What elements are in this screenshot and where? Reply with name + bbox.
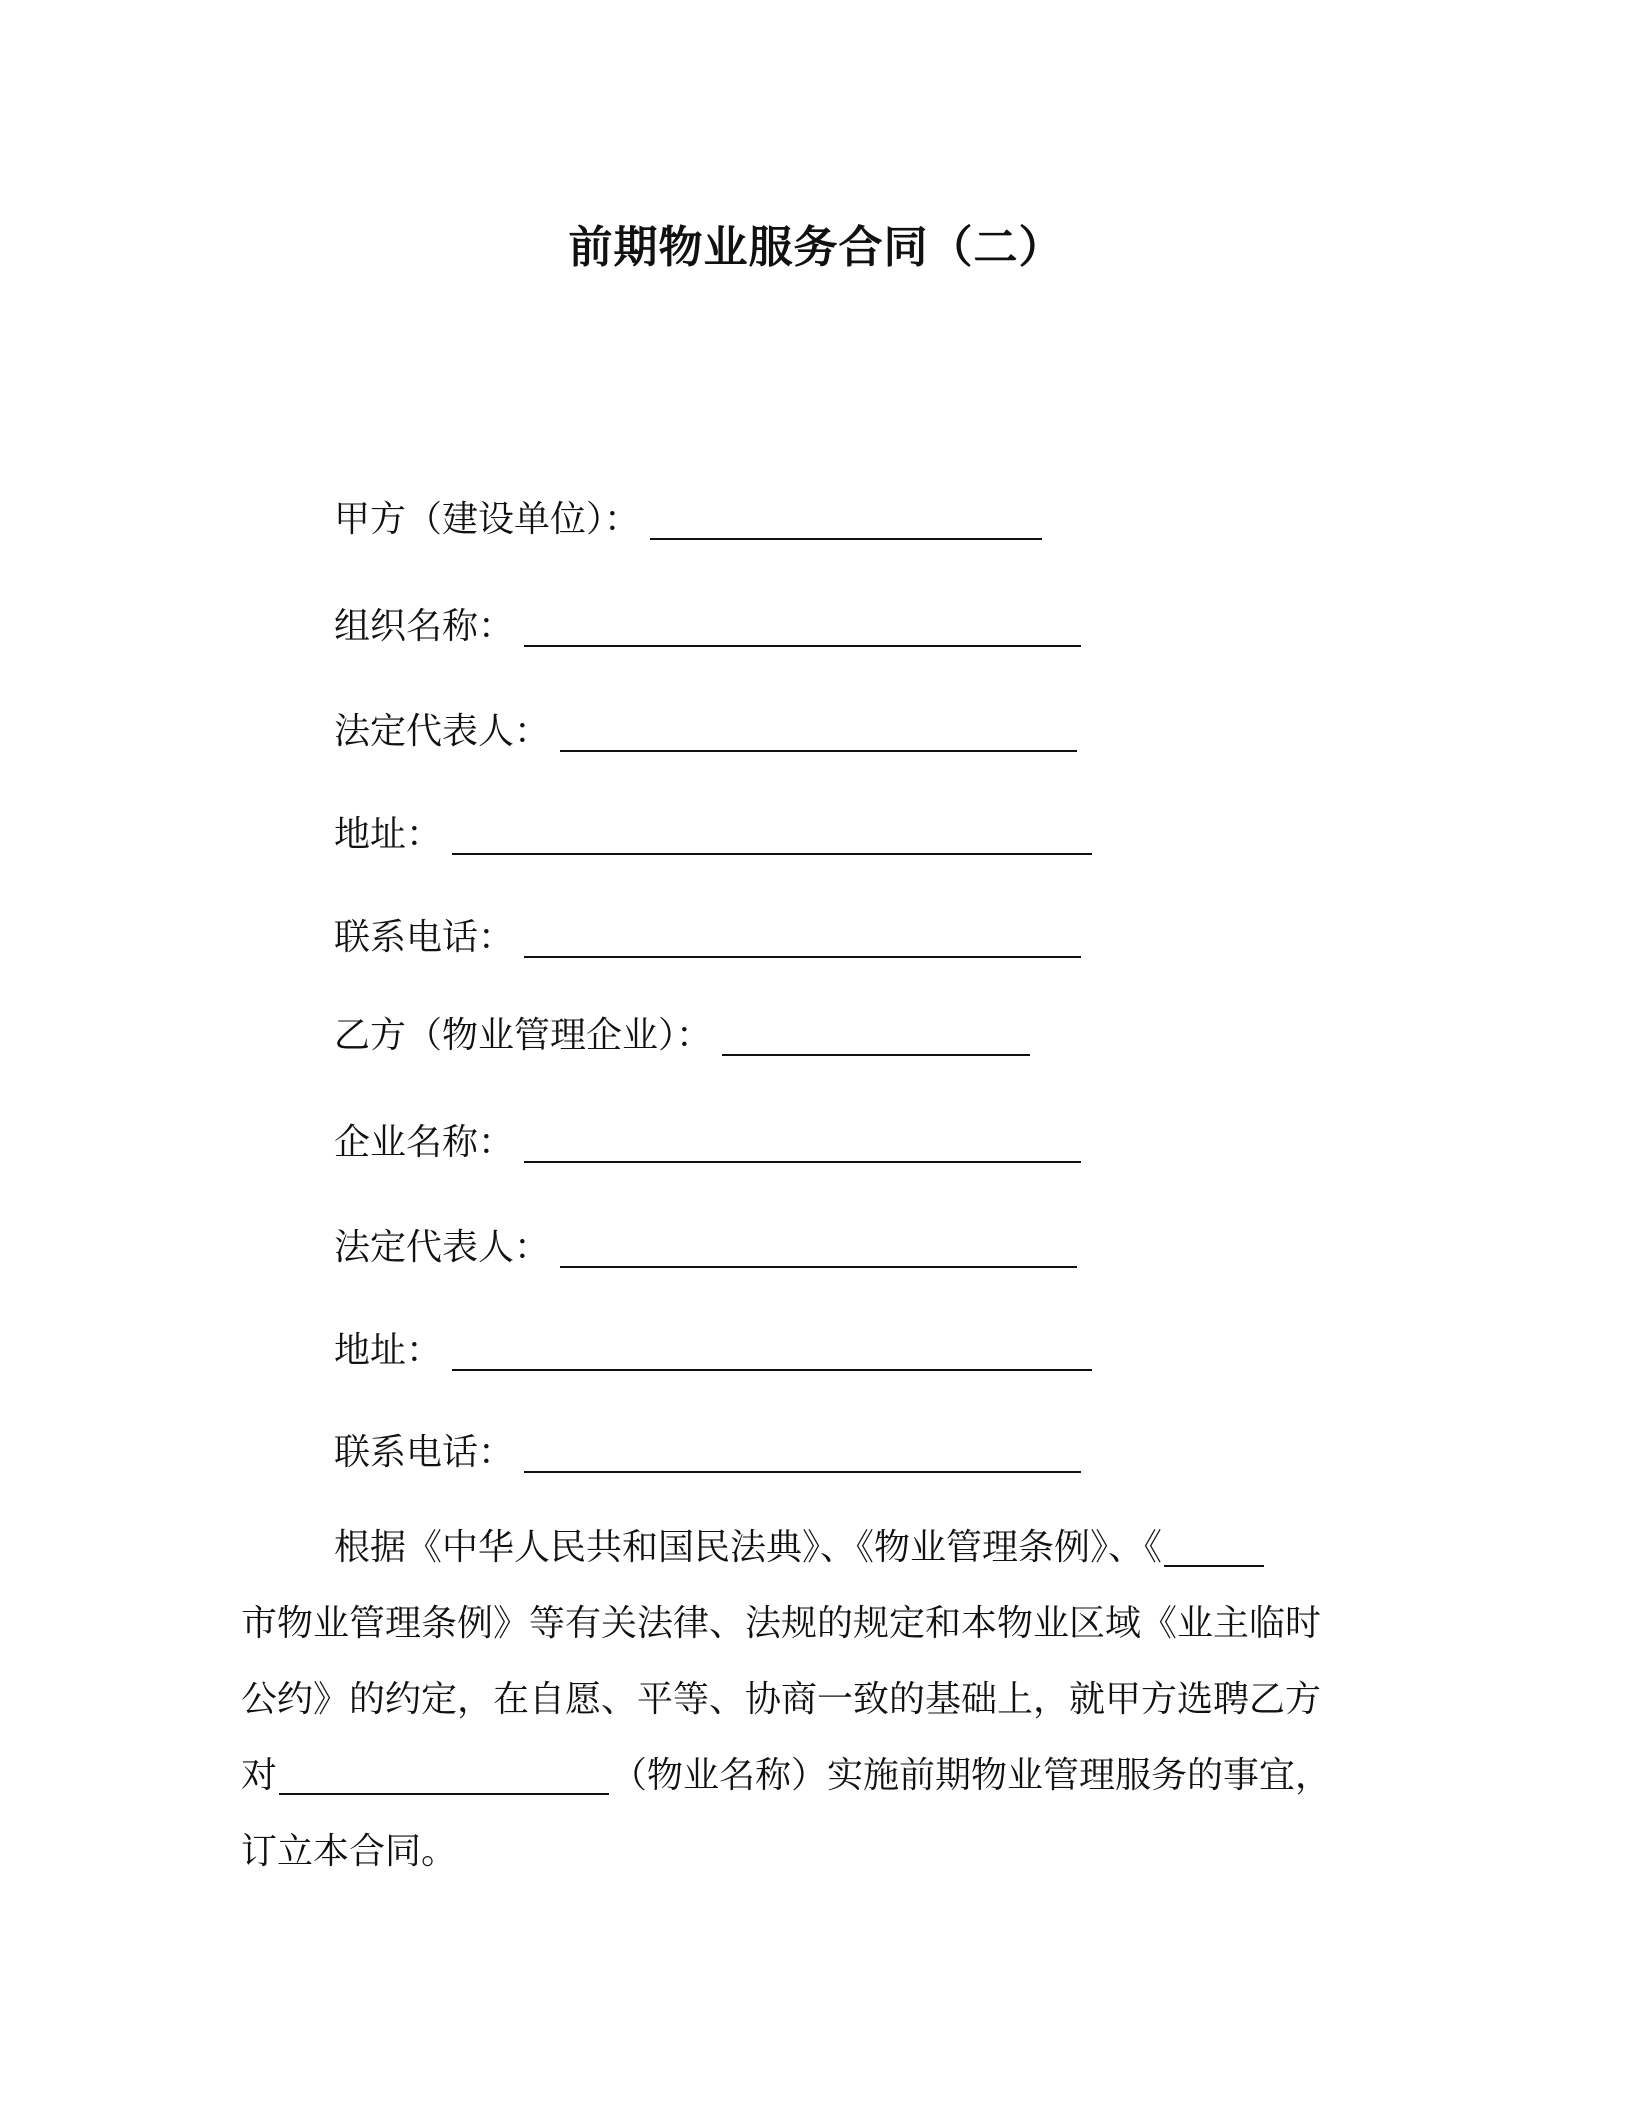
party-a-org-name-label: 组织名称： xyxy=(334,606,515,647)
party-a-address-label: 地址： xyxy=(334,814,443,855)
preamble-line-4-before: 对 xyxy=(241,1755,278,1796)
party-b-company-name-label: 企业名称： xyxy=(334,1122,515,1163)
preamble-line-4 xyxy=(241,1738,1376,1814)
preamble-line-3 xyxy=(241,1662,1376,1738)
party-b-phone-row xyxy=(334,1428,1081,1478)
party-a-blank[interactable] xyxy=(650,506,1042,540)
party-b-address-row xyxy=(334,1326,1092,1376)
preamble-line-5-text: 订立本合同。 xyxy=(241,1831,458,1872)
party-a-address-blank[interactable] xyxy=(452,821,1092,855)
preamble-paragraph xyxy=(241,1510,1376,1890)
party-a-org-name-row xyxy=(334,602,1081,652)
property-name-blank[interactable] xyxy=(279,1763,609,1795)
party-b-phone-label: 联系电话： xyxy=(334,1432,515,1473)
preamble-line-3-text: 公约》的约定，在自愿、平等、协商一致的基础上，就甲方选聘乙方 xyxy=(241,1679,1322,1720)
party-a-phone-row xyxy=(334,913,1081,963)
party-b-legal-rep-blank[interactable] xyxy=(560,1234,1077,1268)
party-b-phone-blank[interactable] xyxy=(524,1439,1081,1473)
party-a-phone-label: 联系电话： xyxy=(334,917,515,958)
preamble-line-4-after: （物业名称）实施前期物业管理服务的事宜， xyxy=(611,1755,1332,1796)
party-a-legal-rep-label: 法定代表人： xyxy=(334,711,551,752)
preamble-line-2 xyxy=(241,1586,1376,1662)
party-a-phone-blank[interactable] xyxy=(524,924,1081,958)
party-a-address-row xyxy=(334,810,1092,860)
preamble-line-2-text: 市物业管理条例》等有关法律、法规的规定和本物业区域《业主临时 xyxy=(241,1603,1322,1644)
party-a-heading-row xyxy=(334,495,1042,545)
party-b-legal-rep-row xyxy=(334,1223,1077,1273)
preamble-line-1 xyxy=(241,1510,1376,1586)
party-b-address-label: 地址： xyxy=(334,1330,443,1371)
party-a-org-name-blank[interactable] xyxy=(524,613,1081,647)
party-b-company-name-blank[interactable] xyxy=(524,1129,1081,1163)
party-b-heading-row xyxy=(334,1011,1030,1061)
party-b-address-blank[interactable] xyxy=(452,1337,1092,1371)
party-a-legal-rep-row xyxy=(334,707,1077,757)
party-b-legal-rep-label: 法定代表人： xyxy=(334,1227,551,1268)
preamble-line-1-text: 根据《中华人民共和国民法典》、《物业管理条例》、《 xyxy=(334,1527,1163,1568)
document-title: 前期物业服务合同（二） xyxy=(568,222,1064,273)
party-a-heading: 甲方（建设单位）： xyxy=(334,499,641,540)
party-a-legal-rep-blank[interactable] xyxy=(560,718,1077,752)
party-b-heading: 乙方（物业管理企业）： xyxy=(334,1015,713,1056)
preamble-line-5 xyxy=(241,1814,1376,1890)
city-name-blank[interactable] xyxy=(1164,1535,1264,1567)
party-b-blank[interactable] xyxy=(722,1022,1030,1056)
party-b-company-name-row xyxy=(334,1118,1081,1168)
